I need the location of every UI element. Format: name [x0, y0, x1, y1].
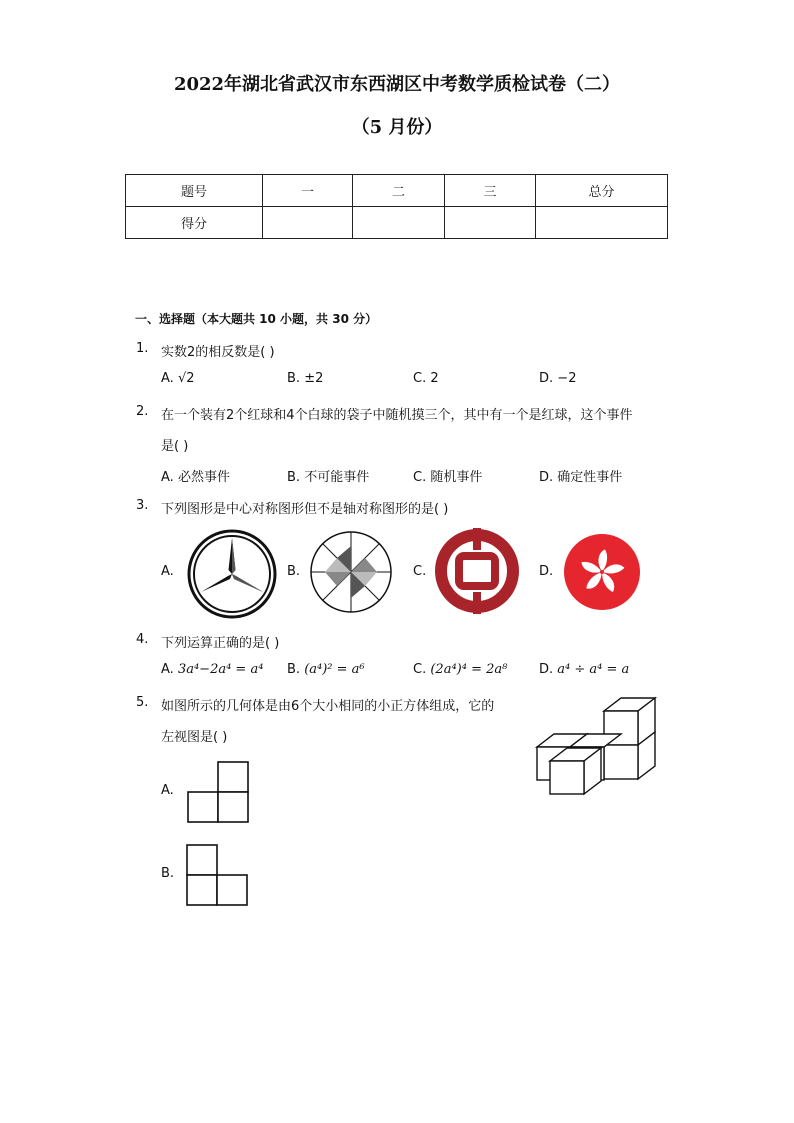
pinwheel-circle-icon[interactable] — [309, 530, 393, 614]
option-4d[interactable] — [539, 662, 629, 677]
question-number: 2. — [136, 404, 149, 419]
option-text: (2a⁴)⁴ = 2a⁸ — [430, 662, 508, 677]
option-text: 必然事件 — [177, 470, 230, 485]
option-1d[interactable] — [539, 371, 576, 386]
option-5a-label[interactable]: A. — [161, 783, 174, 798]
option-text: a⁴ ÷ a⁴ = a — [557, 662, 630, 677]
option-label: B. — [287, 371, 301, 386]
option-text: ±2 — [304, 371, 324, 386]
three-pointed-star-logo-icon[interactable] — [186, 528, 278, 620]
score-cell[interactable] — [353, 207, 445, 239]
option-label: D. — [539, 470, 554, 485]
question-number: 1. — [136, 341, 149, 356]
question-text-cont: 是( ) — [161, 439, 189, 454]
option-3d-label[interactable]: D. — [539, 564, 554, 579]
score-table-header-row — [126, 175, 668, 207]
option-label: C. — [413, 371, 427, 386]
score-table-head-cell: 题号 — [126, 175, 263, 207]
option-label: C. — [413, 470, 427, 485]
score-table-score-row — [126, 207, 668, 239]
option-2d[interactable] — [539, 466, 622, 485]
score-table-head-cell: 二 — [353, 175, 445, 207]
bauhinia-flower-icon[interactable] — [563, 533, 641, 611]
option-label: C. — [413, 662, 427, 677]
option-label: A. — [161, 371, 174, 386]
option-2c[interactable] — [413, 466, 482, 485]
option-text: 3a⁴−2a⁴ = a⁴ — [177, 662, 264, 677]
option-text: −2 — [557, 371, 577, 386]
score-table-head-cell: 一 — [263, 175, 353, 207]
option-text: 2 — [430, 371, 439, 386]
option-text: 确定性事件 — [557, 470, 623, 485]
option-4c[interactable] — [413, 662, 507, 677]
option-text: (a⁴)² = a⁶ — [304, 662, 365, 677]
option-2a[interactable] — [161, 466, 230, 485]
option-2b[interactable] — [287, 466, 369, 485]
question-text: 下列图形是中心对称图形但不是轴对称图形的是( ) — [161, 502, 449, 517]
option-text: √2 — [177, 371, 195, 386]
left-view-option-a-icon[interactable] — [186, 760, 250, 824]
exam-title: 2022年湖北省武汉市东西湖区中考数学质检试卷（二） — [173, 74, 621, 95]
score-cell[interactable] — [536, 207, 668, 239]
section-heading: 一、选择题（本大题共 10 小题，共 30 分） — [135, 312, 378, 326]
option-label: D. — [539, 371, 554, 386]
option-1c[interactable] — [413, 371, 439, 386]
question-text: 如图所示的几何体是由6个大小相同的小正方体组成，它的 — [161, 699, 495, 714]
question-text: 在一个装有2个红球和4个白球的袋子中随机摸三个，其中有一个是红球，这个事件 — [161, 408, 633, 423]
question-text: 下列运算正确的是( ) — [161, 636, 280, 651]
exam-subtitle: （5 月份） — [351, 117, 443, 138]
score-cell[interactable] — [445, 207, 536, 239]
option-1b[interactable] — [287, 371, 323, 386]
option-label: B. — [287, 470, 301, 485]
option-4a[interactable] — [161, 662, 263, 677]
option-3b-label[interactable]: B. — [287, 564, 301, 579]
option-5b-label[interactable]: B. — [161, 866, 175, 881]
option-3a-label[interactable]: A. — [161, 564, 174, 579]
option-label: D. — [539, 662, 554, 677]
score-table — [125, 174, 668, 239]
option-label: A. — [161, 662, 174, 677]
option-text: 随机事件 — [430, 470, 483, 485]
question-number: 3. — [136, 498, 149, 513]
cube-assembly-figure — [535, 696, 660, 796]
option-label: A. — [161, 470, 174, 485]
option-3c-label[interactable]: C. — [413, 564, 427, 579]
question-number: 4. — [136, 632, 149, 647]
option-1a[interactable] — [161, 371, 195, 386]
option-label: B. — [287, 662, 301, 677]
question-number: 5. — [136, 695, 149, 710]
option-4b[interactable] — [287, 662, 365, 677]
score-cell[interactable] — [263, 207, 353, 239]
score-row-label: 得分 — [126, 207, 263, 239]
question-text-cont: 左视图是( ) — [161, 730, 228, 745]
score-table-head-cell: 总分 — [536, 175, 668, 207]
option-text: 不可能事件 — [304, 470, 370, 485]
left-view-option-b-icon[interactable] — [185, 843, 249, 907]
score-table-head-cell: 三 — [445, 175, 536, 207]
coin-bank-logo-icon[interactable] — [434, 528, 520, 614]
question-text: 实数2的相反数是( ) — [161, 345, 275, 360]
